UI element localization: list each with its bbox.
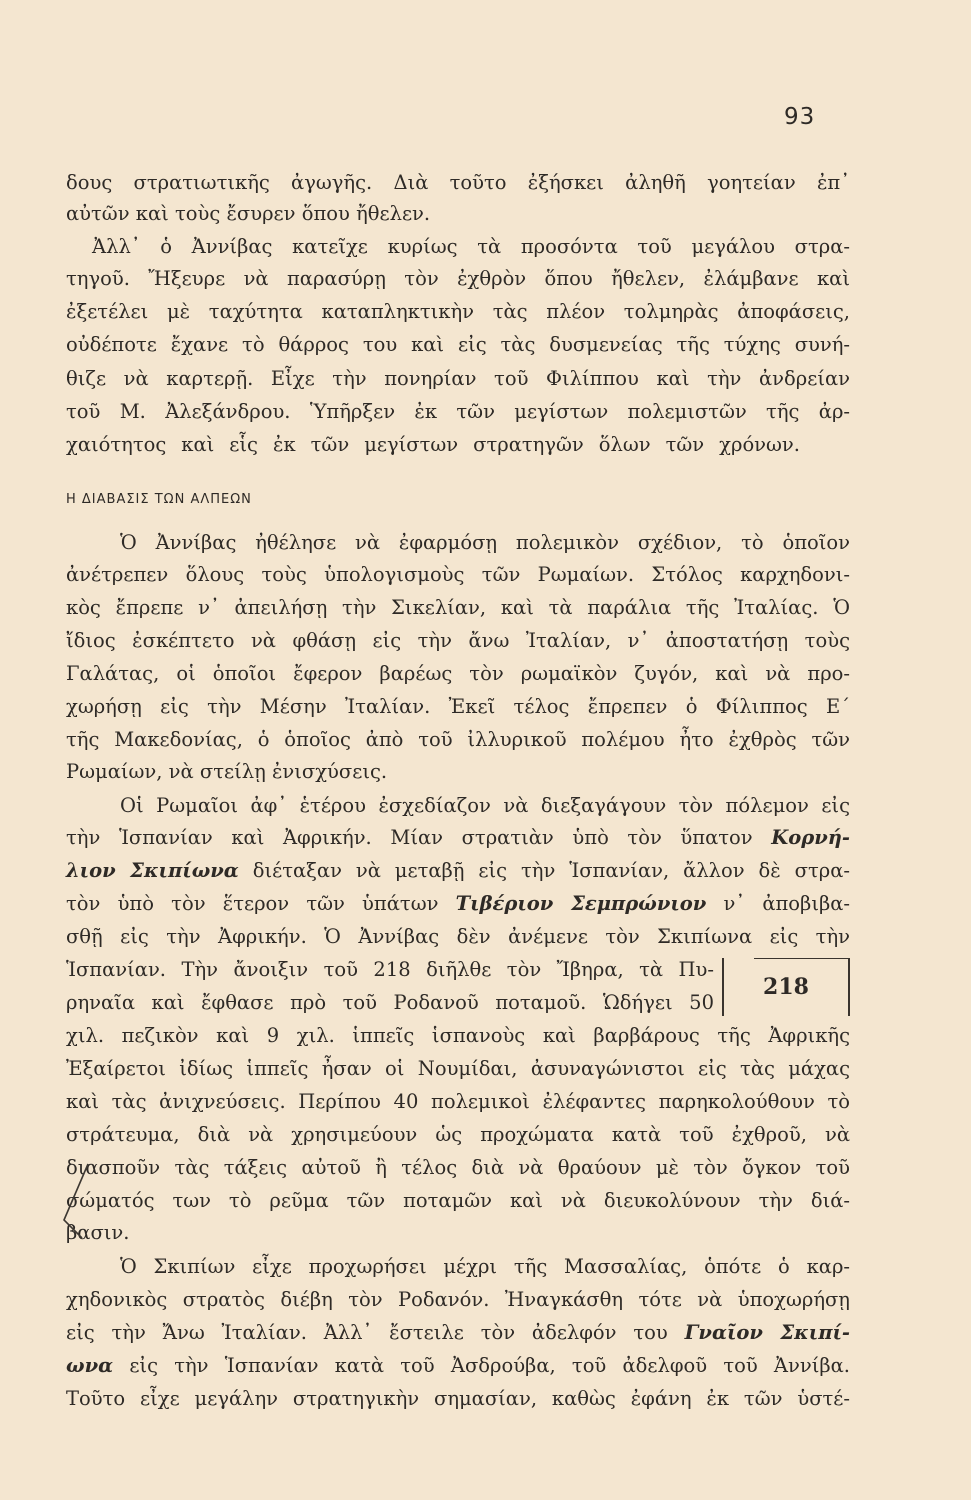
text-line: χηδονικὸς στρατὸς διέβη τὸν Ροδανόν. Ἠναγκάσθη τότε νὰ ὑποχωρήσῃ (66, 1288, 850, 1311)
text-line: χωρήσῃ εἰς τὴν Μέσην Ἰταλίαν. Ἐκεῖ τέλος ἔπρεπεν ὁ Φίλιππος Ε΄ (66, 695, 850, 718)
text-line: σθῇ εἰς τὴν Ἀφρικήν. Ὁ Ἀννίβας δὲν ἀνέμενε τὸν Σκιπίωνα εἰς τὴν (66, 925, 850, 948)
text-line: χαιότητος καὶ εἷς ἐκ τῶν μεγίστων στρατηγῶν ὅλων τῶν χρόνων. (66, 433, 800, 456)
text-line: στράτευμα, διὰ νὰ χρησιμεύουν ὡς προχώματα κατὰ τοῦ ἐχθροῦ, νὰ (66, 1123, 850, 1146)
bold-name: Τιβέριον Σεμπρώνιον (455, 892, 707, 915)
text-line: βασιν. (66, 1221, 130, 1244)
text-line: καὶ τὰς ἀνιχνεύσεις. Περίπου 40 πολεμικοὶ ἐλέφαντες παρηκολούθουν τὸ (66, 1090, 850, 1113)
text-line: ἴδιος ἐσκέπτετο νὰ φθάσῃ εἰς τὴν ἄνω Ἰταλίαν, ν᾽ ἀποστατήσῃ τοὺς (66, 629, 850, 652)
text-line: ἐξετέλει μὲ ταχύτητα καταπληκτικὴν τὰς πλέον τολμηρὰς ἀποφάσεις, (66, 300, 850, 323)
text-line: τηγοῦ. Ἤξευρε νὰ παρασύρῃ τὸν ἐχθρὸν ὅπου ἤθελεν, ἐλάμβανε καὶ (66, 267, 850, 290)
text-span: εἰς τὴν Ἱσπανίαν κατὰ τοῦ Ἀσδρούβα, τοῦ ἀδελφοῦ τοῦ Ἀννίβα. (113, 1354, 850, 1377)
bold-name: Γναῖον Σκιπί- (684, 1321, 850, 1344)
text-line: θιζε νὰ καρτερῇ. Εἶχε τὴν πονηρίαν τοῦ Φιλίππου καὶ τὴν ἀνδρείαν (66, 367, 850, 390)
text-line: Τοῦτο εἶχε μεγάλην στρατηγικὴν σημασίαν, καθὼς ἐφάνη ἐκ τῶν ὑστέ- (66, 1387, 850, 1410)
text-span: ν᾽ ἀποβιβα- (706, 892, 850, 915)
text-line: κὸς ἔπρεπε ν᾽ ἀπειλήσῃ τὴν Σικελίαν, καὶ τὰ παράλια τῆς Ἰταλίας. Ὁ (66, 596, 850, 619)
text-line: χιλ. πεζικὸν καὶ 9 χιλ. ἱππεῖς ἱσπανοὺς καὶ βαρβάρους τῆς Ἀφρικῆς (66, 1024, 850, 1047)
pencil-mark (60, 1160, 90, 1240)
text-line: τοῦ Μ. Ἀλεξάνδρου. Ὑπῆρξεν ἐκ τῶν μεγίστων πολεμιστῶν τῆς ἀρ- (66, 400, 850, 423)
text-span: τὸν ὑπὸ τὸν ἕτερον τῶν ὑπάτων (66, 892, 456, 915)
text-line: σώματός των τὸ ρεῦμα τῶν ποταμῶν καὶ νὰ διευκολύνουν τὴν διά- (66, 1189, 850, 1212)
bold-name: λιον Σκιπίωνα (66, 859, 239, 882)
text-line: οὐδέποτε ἔχανε τὸ θάρρος του καὶ εἰς τὰς δυσμενείας τῆς τύχης συνή- (66, 333, 850, 356)
text-line: Γαλάτας, οἱ ὁποῖοι ἔφερον βαρέως τὸν ρωμαϊκὸν ζυγόν, καὶ νὰ προ- (66, 662, 850, 685)
text-line: αὐτῶν καὶ τοὺς ἔσυρεν ὅπου ἤθελεν. (66, 202, 431, 225)
text-line: ρηναῖα καὶ ἔφθασε πρὸ τοῦ Ροδανοῦ ποταμοῦ. Ὡδήγει 50 (66, 991, 714, 1014)
text-span: διέταξαν νὰ μεταβῇ εἰς τὴν Ἱσπανίαν, ἄλλον δὲ στρα- (238, 859, 850, 882)
text-line: Ἀλλ᾽ ὁ Ἀννίβας κατεῖχε κυρίως τὰ προσόντα τοῦ μεγάλου στρα- (92, 235, 850, 258)
text-line: Ρωμαίων, νὰ στείλῃ ἐνισχύσεις. (66, 760, 388, 783)
text-line: Ἐξαίρετοι ἰδίως ἱππεῖς ἦσαν οἱ Νουμίδαι, ἀσυναγώνιστοι εἰς τὰς μάχας (66, 1057, 850, 1080)
text-line: Ὁ Σκιπίων εἶχε προχωρήσει μέχρι τῆς Μασσαλίας, ὁπότε ὁ καρ- (120, 1255, 850, 1278)
text-span: τὴν Ἱσπανίαν καὶ Ἀφρικήν. Μίαν στρατιὰν ὑπὸ τὸν ὕπατον (66, 826, 772, 849)
text-line: διασποῦν τὰς τάξεις αὐτοῦ ἢ τέλος διὰ νὰ θραύουν μὲ τὸν ὄγκον τοῦ (66, 1156, 850, 1179)
bold-name: Κορνή- (771, 826, 850, 849)
text-line (66, 823, 850, 853)
text-line: ἀνέτρεπεν ὅλους τοὺς ὑπολογισμοὺς τῶν Ρωμαίων. Στόλος καρχηδονι- (66, 563, 850, 586)
text-line: Ὁ Ἀννίβας ἠθέλησε νὰ ἐφαρμόσῃ πολεμικὸν σχέδιον, τὸ ὁποῖον (120, 531, 850, 554)
margin-date-box (722, 958, 850, 1016)
box-rule (754, 958, 848, 959)
section-heading: Η ΔΙΑΒΑΣΙΣ ΤΩΝ ΑΛΠΕΩΝ (66, 492, 252, 507)
text-line (66, 889, 850, 919)
text-line (66, 856, 850, 886)
margin-date: 218 (763, 974, 809, 1000)
text-line: Ἱσπανίαν. Τὴν ἄνοιξιν τοῦ 218 διῆλθε τὸν Ἴβηρα, τὰ Πυ- (66, 958, 714, 981)
text-line: Οἱ Ρωμαῖοι ἀφ᾽ ἑτέρου ἐσχεδίαζον νὰ διεξαγάγουν τὸν πόλεμον εἰς (120, 794, 850, 817)
text-line: δους στρατιωτικῆς ἀγωγῆς. Διὰ τοῦτο ἐξήσκει ἀληθῆ γοητείαν ἐπ᾽ (66, 171, 850, 194)
text-line (66, 1318, 850, 1348)
page-number: 93 (784, 104, 816, 130)
text-line: τῆς Μακεδονίας, ὁ ὁποῖος ἀπὸ τοῦ ἰλλυρικοῦ πολέμου ἦτο ἐχθρὸς τῶν (66, 728, 850, 751)
text-line (66, 1351, 850, 1381)
text-span: εἰς τὴν Ἄνω Ἰταλίαν. Ἀλλ᾽ ἔστειλε τὸν ἀδελφόν του (66, 1321, 685, 1344)
bold-name: ωνα (66, 1354, 114, 1377)
